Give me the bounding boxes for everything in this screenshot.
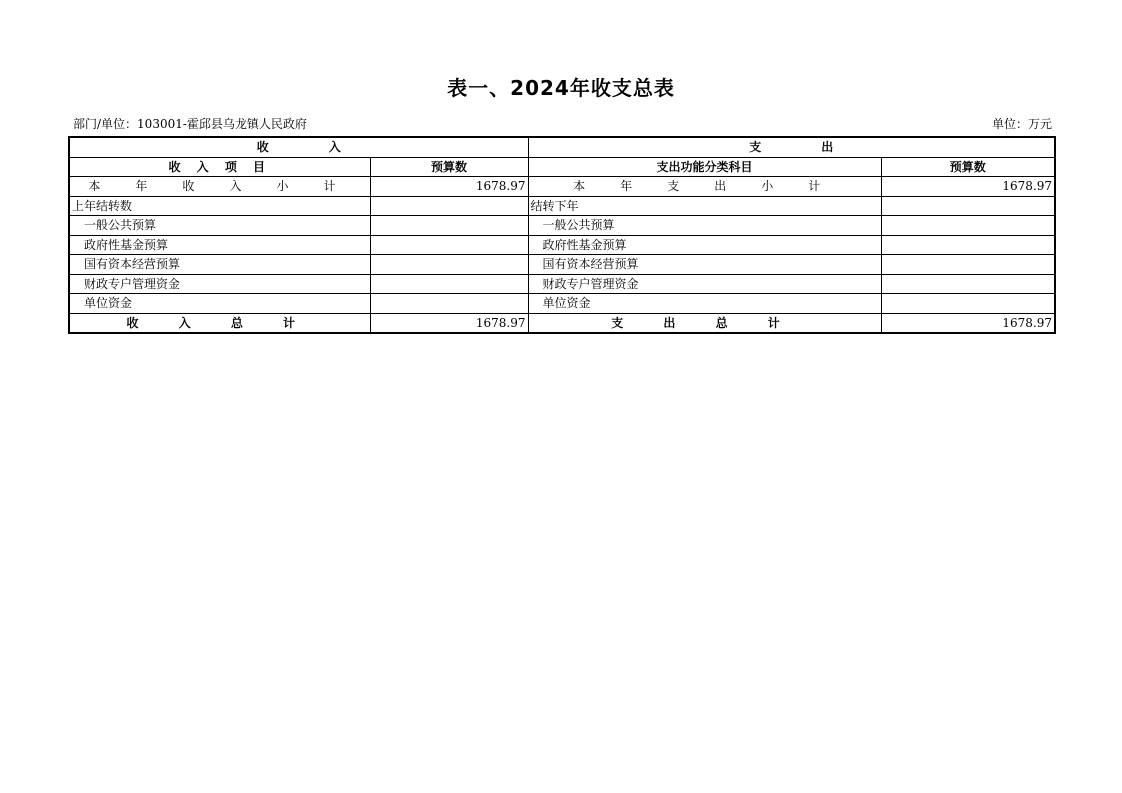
income-total-value: 1678.97 xyxy=(370,313,528,333)
expenditure-row-label: 财政专户管理资金 xyxy=(528,274,881,294)
income-row-label: 单位资金 xyxy=(69,294,370,314)
department-label: 部门/单位：103001-霍邱县乌龙镇人民政府 xyxy=(73,117,307,131)
expenditure-row-label: 政府性基金预算 xyxy=(528,235,881,255)
carry-over-row xyxy=(69,196,1055,216)
income-row-value xyxy=(370,274,528,294)
income-row-label: 财政专户管理资金 xyxy=(69,274,370,294)
expenditure-budget-header: 预算数 xyxy=(881,157,1055,177)
income-section-header: 收 入 xyxy=(69,137,528,157)
expenditure-row-label: 国有资本经营预算 xyxy=(528,255,881,275)
income-row-label: 国有资本经营预算 xyxy=(69,255,370,275)
expenditure-row-value xyxy=(881,255,1055,275)
table-row xyxy=(69,235,1055,255)
expenditure-row-label: 一般公共预算 xyxy=(528,216,881,236)
expenditure-item-header: 支出功能分类科目 xyxy=(528,157,881,177)
expenditure-section-header: 支 出 xyxy=(528,137,1055,157)
expenditure-row-value xyxy=(881,274,1055,294)
table-row xyxy=(69,216,1055,236)
expenditure-subtotal-label: 本 年 支 出 小 计 xyxy=(528,177,881,197)
column-header-row xyxy=(69,157,1055,177)
income-row-value xyxy=(370,255,528,275)
income-carry-label: 上年结转数 xyxy=(69,196,370,216)
income-row-value xyxy=(370,294,528,314)
total-row xyxy=(69,313,1055,333)
income-total-label: 收 入 总 计 xyxy=(69,313,370,333)
expenditure-carry-value xyxy=(881,196,1055,216)
income-subtotal-label: 本 年 收 入 小 计 xyxy=(69,177,370,197)
expenditure-row-value xyxy=(881,294,1055,314)
expenditure-subtotal-value: 1678.97 xyxy=(881,177,1055,197)
budget-summary-table xyxy=(68,136,1056,334)
income-row-label: 政府性基金预算 xyxy=(69,235,370,255)
income-carry-value xyxy=(370,196,528,216)
expenditure-row-value xyxy=(881,235,1055,255)
income-row-value xyxy=(370,235,528,255)
expenditure-row-value xyxy=(881,216,1055,236)
expenditure-total-value: 1678.97 xyxy=(881,313,1055,333)
table-row xyxy=(69,274,1055,294)
expenditure-row-label: 单位资金 xyxy=(528,294,881,314)
income-row-value xyxy=(370,216,528,236)
unit-label: 单位：万元 xyxy=(991,117,1052,131)
subtotal-row xyxy=(69,177,1055,197)
expenditure-total-label: 支 出 总 计 xyxy=(528,313,881,333)
income-row-label: 一般公共预算 xyxy=(69,216,370,236)
income-subtotal-value: 1678.97 xyxy=(370,177,528,197)
table-row xyxy=(69,255,1055,275)
income-budget-header: 预算数 xyxy=(370,157,528,177)
table-row xyxy=(69,294,1055,314)
section-header-row xyxy=(69,137,1055,157)
expenditure-carry-label: 结转下年 xyxy=(528,196,881,216)
income-item-header: 收 入 项 目 xyxy=(69,157,370,177)
page-title: 表一、2024年收支总表 xyxy=(447,76,675,100)
